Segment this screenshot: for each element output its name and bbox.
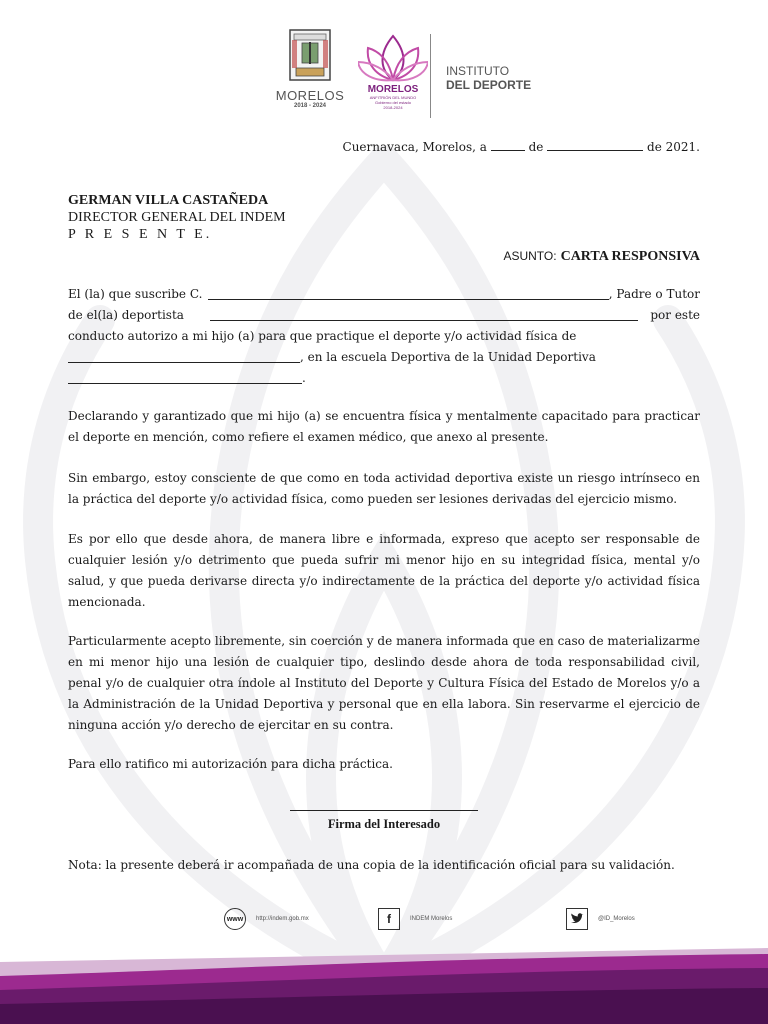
subject-line	[503, 248, 700, 265]
intro-line5-end: .	[302, 371, 306, 385]
intro-line4-end: , en la escuela Deportiva de la Unidad Deportiva	[300, 350, 596, 364]
note: Nota: la presente deberá ir acompañada de una copia de la identificación oficial para su validación.	[68, 858, 675, 872]
morelos-logo-name: MORELOS	[367, 84, 419, 95]
coat-of-arms-icon	[288, 28, 332, 82]
footer-web-text[interactable]: http://indem.gob.mx	[256, 916, 309, 922]
month-blank[interactable]	[547, 139, 643, 151]
signature-line[interactable]	[290, 810, 478, 811]
intro-line-1	[68, 284, 700, 305]
intro-line1-start: El (la) que suscribe C.	[68, 287, 203, 301]
sports-unit-blank[interactable]	[68, 372, 302, 384]
footer-web[interactable]	[224, 906, 309, 932]
intro-line2-end: por este	[650, 308, 700, 322]
institute-name	[446, 64, 531, 92]
signature-label: Firma del Interesado	[327, 817, 441, 831]
addressee-block	[68, 192, 286, 243]
state-logo-years: 2018 - 2024	[293, 103, 327, 109]
date-suffix: de 2021.	[647, 140, 700, 154]
morelos-logo	[358, 30, 428, 118]
institute-line2: DEL DEPORTE	[446, 78, 532, 92]
intro-block	[68, 284, 700, 389]
addressee-title: DIRECTOR GENERAL DEL INDEM	[68, 210, 286, 225]
athlete-name-blank[interactable]	[210, 320, 638, 321]
paragraph-2: Sin embargo, estoy consciente de que como en toda actividad deportiva existe un riesgo intrínseco en la práctica del deporte y/o actividad física, como pueden ser lesiones derivadas del ejercicio mismo.	[68, 471, 700, 506]
intro-line-2	[68, 305, 700, 326]
header-divider	[430, 34, 431, 118]
morelos-logo-subtitle2: Gobierno del estado	[374, 100, 412, 105]
footer-band	[0, 940, 768, 1024]
sport-blank[interactable]	[68, 351, 300, 363]
globe-icon: www	[224, 908, 246, 930]
intro-line-4	[68, 347, 700, 368]
date-connector: de	[528, 140, 544, 154]
morelos-logo-years: 2018-2024	[383, 105, 403, 110]
intro-line1-end: , Padre o Tutor	[608, 287, 700, 301]
guardian-name-blank[interactable]	[208, 299, 608, 300]
footer-facebook-text[interactable]: INDEM Morelos	[410, 916, 453, 922]
twitter-icon	[566, 908, 588, 930]
date-prefix: Cuernavaca, Morelos, a	[342, 140, 487, 154]
paragraph-5: Para ello ratifico mi autorización para dicha práctica.	[68, 757, 393, 771]
state-logo	[270, 28, 350, 114]
paragraph-3: Es por ello que desde ahora, de manera libre e informada, expreso que acepto ser responsable de cualquier lesión y/o detrimento que pueda sufrir mi menor hijo en su integridad física, mental y/o salud, y que pueda derivarse directa y/o indirectamente de la práctica del deporte y/o actividad física mencionada.	[68, 532, 700, 609]
footer-twitter-text[interactable]: @ID_Morelos	[598, 916, 635, 922]
date-line	[343, 139, 700, 154]
day-blank[interactable]	[491, 139, 525, 151]
footer-twitter[interactable]	[566, 906, 635, 932]
institute-line1: INSTITUTO	[446, 64, 510, 78]
intro-line-5	[68, 368, 700, 389]
subject-label: ASUNTO:	[503, 249, 557, 263]
intro-line-3	[68, 326, 700, 347]
morelos-logo-subtitle: ANFITRIÓN DEL MUNDO	[369, 95, 417, 100]
paragraph-1: Declarando y garantizado que mi hijo (a) se encuentra física y mentalmente capacitado para practicar el deporte en mención, como refiere el examen médico, que anexo al presente.	[68, 409, 700, 444]
subject-value: CARTA RESPONSIVA	[560, 249, 700, 264]
intro-line3: conducto autorizo a mi hijo (a) para que practique el deporte y/o actividad física de	[68, 329, 577, 343]
lotus-icon	[358, 30, 428, 84]
addressee-present: P R E S E N T E.	[68, 227, 213, 242]
footer-facebook[interactable]	[378, 906, 452, 932]
state-logo-name: MORELOS	[275, 88, 345, 103]
addressee-name: GERMAN VILLA CASTAÑEDA	[68, 193, 269, 208]
facebook-icon: f	[378, 908, 400, 930]
intro-line2-start: de el(la) deportista	[68, 308, 184, 322]
paragraph-4: Particularmente acepto libremente, sin coerción y de manera informada que en caso de materializarme en mi menor hijo una lesión de cualquier tipo, deslindo desde ahora de toda responsabilidad civil, penal y/o de cualquier otra índole al Instituto del Deporte y Cultura Física del Estado de Morelos y/o a la Administración de la Unidad Deportiva y personal que en ella labora. Sin reservarme el ejercicio de ninguna acción y/o derecho de ejercitar en su contra.	[68, 634, 700, 732]
